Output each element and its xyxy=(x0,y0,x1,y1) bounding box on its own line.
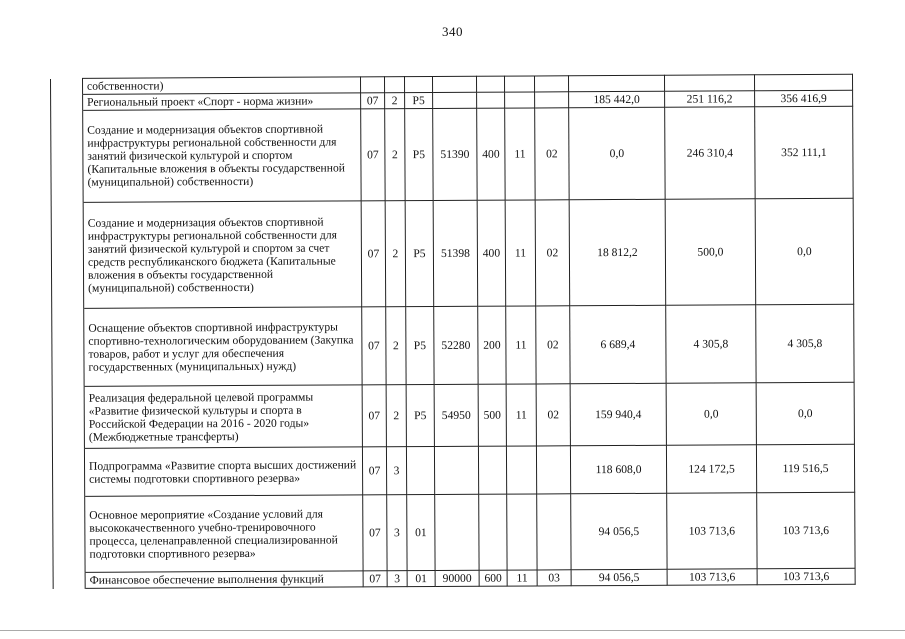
row-code-cell xyxy=(505,92,535,108)
row-code-cell xyxy=(434,446,478,494)
row-code-cell: 2 xyxy=(385,109,405,201)
row-code-cell: P5 xyxy=(406,306,434,384)
row-code-cell xyxy=(507,494,537,570)
row-code-cell: 02 xyxy=(535,108,569,200)
row-name-cell: Реализация федеральной целевой программы «Развитие физической культуры и спорта в Российской Федерации на 2016 - 2020 годы» (Межбюджетные трансферты) xyxy=(84,385,362,448)
row-code-cell: 3 xyxy=(387,571,407,587)
table-row xyxy=(52,444,854,496)
row-value-cell: 94 056,5 xyxy=(571,569,667,586)
row-code-cell xyxy=(506,446,536,494)
row-value-cell: 251 116,2 xyxy=(665,91,755,107)
row-code-cell: P5 xyxy=(405,108,433,200)
row-code-cell: 11 xyxy=(506,384,536,446)
row-code-cell xyxy=(535,92,569,108)
row-code-cell: P5 xyxy=(406,384,434,446)
row-code-cell xyxy=(504,76,534,92)
table-row xyxy=(51,198,854,308)
row-value-cell: 103 713,6 xyxy=(757,568,855,585)
row-code-cell: P5 xyxy=(405,200,434,306)
row-code-cell: 07 xyxy=(363,571,387,587)
row-value-cell: 159 940,4 xyxy=(570,383,666,446)
row-code-cell: 500 xyxy=(478,384,506,446)
row-code-cell xyxy=(435,494,479,570)
row-value-cell: 119 516,5 xyxy=(756,444,854,493)
row-code-cell: 52280 xyxy=(434,306,478,384)
budget-table xyxy=(50,74,856,589)
row-value-cell: 0,0 xyxy=(756,382,854,445)
row-value-cell: 500,0 xyxy=(665,199,756,305)
row-code-cell xyxy=(384,77,404,93)
row-code-cell: 11 xyxy=(506,306,536,384)
row-code-cell: P5 xyxy=(405,92,433,108)
row-code-cell: 07 xyxy=(361,93,385,109)
row-code-cell: 11 xyxy=(507,570,537,586)
row-code-cell xyxy=(537,494,571,570)
row-code-cell: 51398 xyxy=(433,200,478,306)
row-name-cell: Подпрограмма «Развитие спорта высших достижений системы подготовки спортивного резерва» xyxy=(84,447,362,496)
row-code-cell: 02 xyxy=(535,200,570,306)
row-value-cell: 94 056,5 xyxy=(571,493,667,570)
row-code-cell: 07 xyxy=(362,307,386,385)
row-code-cell: 07 xyxy=(361,109,385,201)
row-value-cell: 6 689,4 xyxy=(570,305,666,384)
row-code-cell: 03 xyxy=(537,570,571,586)
row-code-cell: 07 xyxy=(362,447,386,495)
row-value-cell xyxy=(568,75,664,92)
row-code-cell: 01 xyxy=(407,494,435,570)
row-code-cell: 07 xyxy=(363,495,387,571)
row-value-cell: 4 305,8 xyxy=(666,305,756,383)
row-code-cell xyxy=(360,77,384,93)
row-name-cell: Создание и модернизация объектов спортивной инфраструктуры региональной собственности для занятий физической культурой и спортом за счет средств республиканского бюджета (Капитальные вложения в объекты государственной (муниципальной) собственности) xyxy=(83,201,362,308)
row-name-cell: Финансовое обеспечение выполнения функций xyxy=(85,571,363,588)
row-code-cell: 400 xyxy=(477,200,506,306)
table-row xyxy=(52,382,854,448)
row-code-cell: 01 xyxy=(407,570,435,586)
row-code-cell: 11 xyxy=(505,200,536,306)
table-row xyxy=(53,568,855,588)
row-code-cell: 2 xyxy=(386,307,406,385)
row-code-cell xyxy=(476,76,504,92)
row-code-cell: 07 xyxy=(361,201,386,307)
row-value-cell: 246 310,4 xyxy=(665,107,755,199)
row-name-cell: Основное мероприятие «Создание условий для высококачественного учебно-тренировочного процесса, целенаправленной специализированной подготовки спортивного резерва» xyxy=(85,495,363,572)
row-code-cell: 02 xyxy=(536,384,570,446)
table-row xyxy=(53,492,855,572)
row-value-cell: 356 416,9 xyxy=(755,90,853,107)
row-value-cell: 0,0 xyxy=(569,107,665,200)
row-code-cell xyxy=(432,76,476,92)
row-value-cell: 103 713,6 xyxy=(667,493,757,569)
row-value-cell xyxy=(664,75,754,91)
row-name-cell: Создание и модернизация объектов спортивной инфраструктуры региональной собственности для занятий физической культурой и спортом (Капитальные вложения в объекты государственной (муниципальной) собственности) xyxy=(83,109,361,202)
row-value-cell: 118 608,0 xyxy=(570,445,666,494)
row-code-cell: 2 xyxy=(385,93,405,109)
row-value-cell xyxy=(754,74,852,91)
row-code-cell: 51390 xyxy=(433,108,477,200)
row-value-cell: 185 442,0 xyxy=(569,91,665,108)
row-code-cell: 2 xyxy=(385,201,406,307)
row-name-cell: Региональный проект «Спорт - норма жизни» xyxy=(83,93,361,110)
row-code-cell: 2 xyxy=(386,385,406,447)
row-code-cell: 90000 xyxy=(435,570,479,586)
row-name-cell: Оснащение объектов спортивной инфраструктуры спортивно-технологическим оборудованием (Закупка товаров, работ и услуг для обеспечения государственных (муниципальных) нужд) xyxy=(84,307,362,386)
row-code-cell: 3 xyxy=(387,495,407,571)
row-code-cell: 07 xyxy=(362,385,386,447)
row-code-cell: 600 xyxy=(479,570,507,586)
row-name-cell: собственности) xyxy=(83,77,361,94)
row-value-cell: 103 713,6 xyxy=(757,492,855,569)
row-value-cell: 352 111,1 xyxy=(755,106,853,199)
row-code-cell xyxy=(406,446,434,494)
row-code-cell xyxy=(477,92,505,108)
row-value-cell: 4 305,8 xyxy=(756,304,854,383)
row-code-cell xyxy=(479,494,507,570)
row-code-cell xyxy=(534,76,568,92)
table-row xyxy=(52,304,854,386)
row-code-cell xyxy=(536,446,570,494)
row-code-cell: 02 xyxy=(536,306,570,384)
row-value-cell: 18 812,2 xyxy=(569,199,666,306)
row-value-cell: 0,0 xyxy=(755,198,854,305)
row-code-cell xyxy=(478,446,506,494)
page-number: 340 xyxy=(442,24,463,39)
row-value-cell: 124 172,5 xyxy=(666,445,756,493)
row-code-cell: 11 xyxy=(505,108,535,200)
row-code-cell: 200 xyxy=(478,306,506,384)
table-row xyxy=(51,106,853,202)
row-code-cell: 3 xyxy=(386,447,406,495)
row-value-cell: 103 713,6 xyxy=(667,569,757,585)
row-code-cell xyxy=(404,76,432,92)
row-code-cell xyxy=(433,92,477,108)
row-code-cell: 400 xyxy=(477,108,505,200)
scan-edge-line xyxy=(0,630,905,631)
row-value-cell: 0,0 xyxy=(666,383,756,445)
row-code-cell: 54950 xyxy=(434,384,478,446)
